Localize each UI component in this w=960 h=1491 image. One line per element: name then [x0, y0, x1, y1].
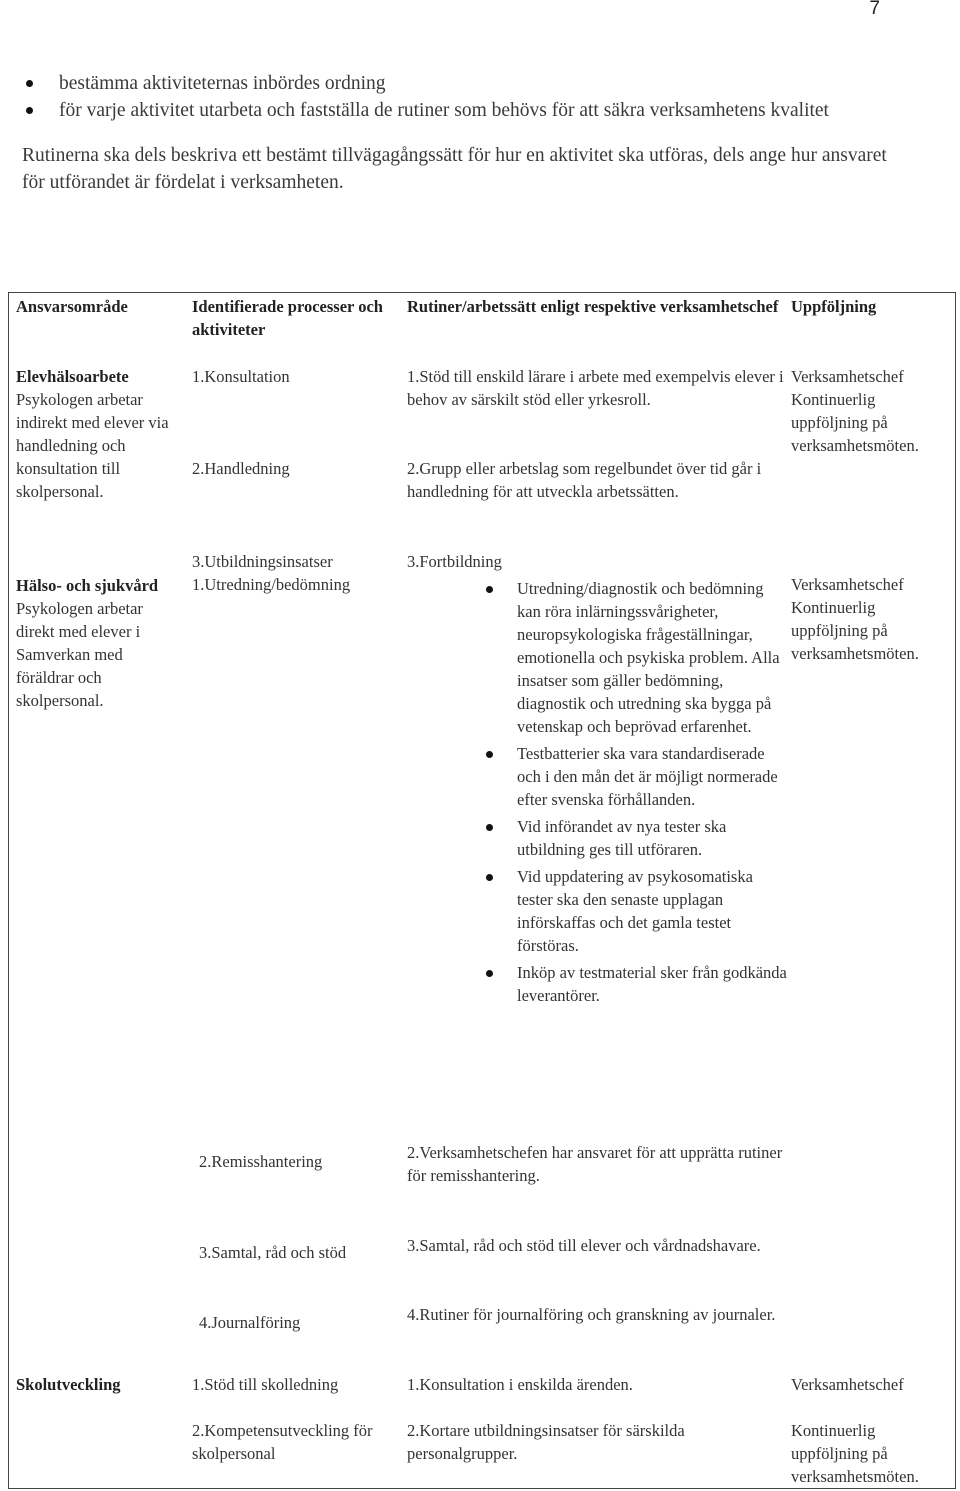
- halso-process-2: 2.Remisshantering: [199, 1152, 323, 1171]
- intro-paragraph: Rutinerna ska dels beskriva ett bestämt tillvägagångssätt för hur en aktivitet ska utföras, dels ange hur ansvaret för utförandet är fördelat i verksamheten.: [22, 145, 887, 193]
- skol-routine-2: 2.Kortare utbildningsinsatser för särskilda personalgrupper.: [407, 1421, 685, 1463]
- page-number: 7: [869, 0, 880, 19]
- halso-followup-text: Kontinuerlig uppföljning på verksamhetsmöten.: [791, 598, 919, 663]
- skol-title: Skolutveckling: [16, 1375, 121, 1394]
- skol-process-2: 2.Kompetensutveckling för skolpersonal: [192, 1421, 373, 1463]
- intro-section: [22, 70, 902, 196]
- halso-routine-3: 3.Samtal, råd och stöd till elever och vårdnadshavare.: [407, 1236, 761, 1255]
- elevhalsa-routine-2: 2.Grupp eller arbetslag som regelbundet över tid går i handledning för att utveckla arbetssätten.: [407, 459, 762, 501]
- elevhalsa-followup-owner: Verksamhetschef: [791, 367, 904, 386]
- halso-followup-owner: Verksamhetschef: [791, 575, 904, 594]
- header-rutiner: Rutiner/arbetssätt enligt respektive verksamhetschef: [407, 297, 779, 316]
- halso-bullet: Testbatterier ska vara standardiserade och i den mån det är möjligt normerade efter svenska förhållanden.: [407, 742, 787, 811]
- skol-process-1: 1.Stöd till skolledning: [192, 1375, 339, 1394]
- elevhalsa-process-1: 1.Konsultation: [192, 367, 290, 386]
- halso-routine-1: [407, 577, 787, 1007]
- intro-bullet-list: [22, 70, 902, 124]
- halso-description: Psykologen arbetar direkt med elever i Samverkan med föräldrar och skolpersonal.: [16, 599, 143, 710]
- elevhalsa-process-2: 2.Handledning: [192, 459, 290, 478]
- halso-title: Hälso- och sjukvård: [16, 576, 159, 595]
- halso-bullet-list: [407, 577, 787, 1007]
- halso-bullet: Utredning/diagnostik och bedömning kan röra inlärningssvårigheter, neuropsykologiska frågeställningar, emotionella och psykiska problem. Alla insatser som gäller bedömning, diagnostik och utredning ska bygga på vetenskap och beprövad erfarenhet.: [407, 577, 787, 738]
- header-processer: Identifierade processer och aktiviteter: [192, 297, 383, 339]
- halso-area: [16, 574, 181, 712]
- halso-routine-4: 4.Rutiner för journalföring och granskning av journaler.: [407, 1305, 776, 1324]
- header-uppfoljning: Uppföljning: [791, 297, 877, 316]
- skol-followup-text: Kontinuerlig uppföljning på verksamhetsmöten.: [791, 1421, 919, 1486]
- elevhalsa-routine-3: 3.Fortbildning: [407, 552, 502, 571]
- intro-bullet: bestämma aktiviteternas inbördes ordning: [22, 70, 902, 97]
- halso-bullet: Vid uppdatering av psykosomatiska tester ska den senaste upplagan införskaffas och det gamla testet förstöras.: [407, 865, 787, 957]
- skol-followup-owner: Verksamhetschef: [791, 1375, 904, 1394]
- elevhalsa-routine-1: 1.Stöd till enskild lärare i arbete med exempelvis elever i behov av särskilt stöd eller yrkesroll.: [407, 367, 784, 409]
- responsibility-table: [8, 292, 956, 1489]
- header-ansvarsomrade: Ansvarsområde: [16, 297, 128, 316]
- halso-bullet: Inköp av testmaterial sker från godkända leverantörer.: [407, 961, 787, 1007]
- elevhalsa-description: Psykologen arbetar indirekt med elever via handledning och konsultation till skolpersonal.: [16, 390, 169, 501]
- halso-bullet: Vid införandet av nya tester ska utbildning ges till utföraren.: [407, 815, 787, 861]
- skol-routine-1: 1.Konsultation i enskilda ärenden.: [407, 1375, 633, 1394]
- elevhalsa-area: [16, 365, 181, 503]
- elevhalsa-process-3: 3.Utbildningsinsatser: [192, 552, 333, 571]
- elevhalsa-title: Elevhälsoarbete: [16, 367, 129, 386]
- elevhalsa-followup: [791, 365, 953, 457]
- halso-followup: [791, 573, 953, 665]
- intro-bullet: för varje aktivitet utarbeta och fastställa de rutiner som behövs för att säkra verksamhetens kvalitet: [22, 97, 902, 124]
- skol-followup: [791, 1373, 953, 1488]
- halso-process-3: 3.Samtal, råd och stöd: [199, 1243, 347, 1262]
- halso-process-4: 4.Journalföring: [199, 1313, 301, 1332]
- halso-process-1: 1.Utredning/bedömning: [192, 575, 351, 594]
- halso-routine-2: 2.Verksamhetschefen har ansvaret för att upprätta rutiner för remisshantering.: [407, 1143, 783, 1185]
- elevhalsa-followup-text: Kontinuerlig uppföljning på verksamhetsmöten.: [791, 390, 919, 455]
